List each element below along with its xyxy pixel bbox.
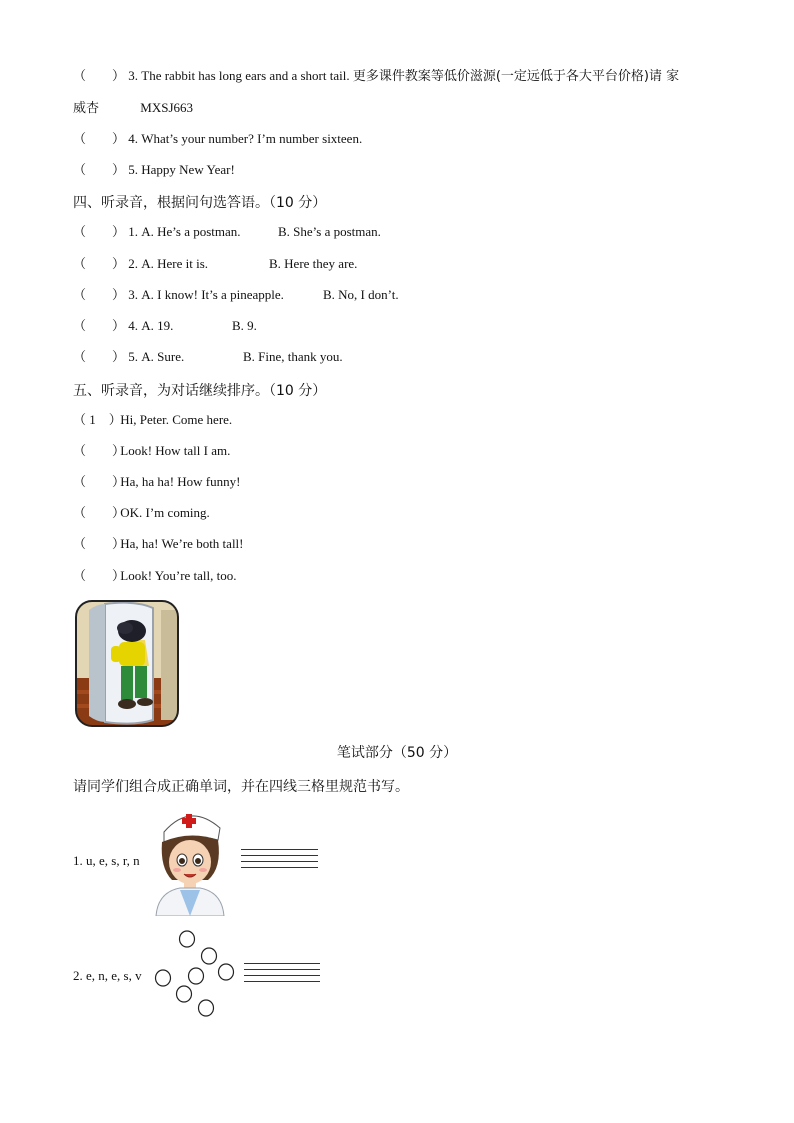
option-b: B. No, I don’t. xyxy=(323,287,399,302)
answer-paren: （ ） xyxy=(73,318,126,333)
option-a: 5. A. Sure. xyxy=(128,349,185,364)
option-b: B. She’s a postman. xyxy=(278,224,381,239)
s5-item-3 xyxy=(73,474,240,490)
s5-item-4 xyxy=(73,505,210,521)
answer-paren: （ ） xyxy=(73,568,126,583)
answer-paren: （ ） xyxy=(73,131,126,146)
dialogue-text: OK. I’m coming. xyxy=(120,505,210,520)
ad-line xyxy=(73,100,193,117)
s4-item-1 xyxy=(73,224,381,240)
question-3 xyxy=(73,68,679,85)
option-b: B. 9. xyxy=(232,318,257,333)
answer-paren: （ ） xyxy=(73,256,126,271)
written-instruction: 请同学们组合成正确单词，并在四线三格里规范书写。 xyxy=(73,779,409,795)
s4-item-3 xyxy=(73,287,399,303)
dialogue-text: Ha, ha! We’re both tall! xyxy=(120,536,244,551)
s4-item-2 xyxy=(73,256,358,272)
dialogue-text: Look! You’re tall, too. xyxy=(120,568,237,583)
ad-text: 更多课件教案等低价滋源(一定远低于各大平台价格)请 家 xyxy=(352,69,680,84)
answer-paren: （ ） xyxy=(73,162,126,177)
option-a: 3. A. I know! It’s a pineapple. xyxy=(128,287,284,302)
question-4 xyxy=(73,131,362,147)
option-b: B. Here they are. xyxy=(269,256,358,271)
option-b: B. Fine, thank you. xyxy=(243,349,343,364)
written-q1-label: 1. u, e, s, r, n xyxy=(73,853,140,868)
section4-heading: 四、听录音，根据问句选答语。（10 分） xyxy=(73,195,327,211)
section5-heading: 五、听录音，为对话继续排序。（10 分） xyxy=(73,383,327,399)
answer-paren: （ ） xyxy=(73,349,126,364)
s5-item-5 xyxy=(73,536,244,552)
option-a: 1. A. He’s a postman. xyxy=(128,224,241,239)
letter-circles xyxy=(150,928,240,1020)
answer-paren: （ ） xyxy=(73,443,126,458)
s4-item-4 xyxy=(73,318,257,334)
question-text: 5. Happy New Year! xyxy=(128,162,235,177)
answer-paren: （ ） xyxy=(73,474,126,489)
s5-item-6 xyxy=(73,568,237,584)
nurse-illustration xyxy=(150,806,230,916)
answer-paren: （ ） xyxy=(73,505,126,520)
question-text: 4. What’s your number? I’m number sixteen. xyxy=(128,131,363,146)
answer-paren: （ ） xyxy=(73,287,126,302)
s5-item-2 xyxy=(73,443,230,459)
four-line-grid-1[interactable] xyxy=(241,849,318,873)
ad-text-2: 威杏 xyxy=(73,101,100,116)
question-text: 3. The rabbit has long ears and a short tail. xyxy=(128,68,350,83)
option-a: 4. A. 19. xyxy=(128,318,174,333)
four-line-grid-2[interactable] xyxy=(244,963,320,987)
answer-paren: （ ） xyxy=(73,536,126,551)
written-section-title: 笔试部分（50 分） xyxy=(336,745,458,761)
boy-mirror-illustration xyxy=(75,600,179,727)
dialogue-text: Look! How tall I am. xyxy=(120,443,231,458)
option-a: 2. A. Here it is. xyxy=(128,256,209,271)
ad-code: MXSJ663 xyxy=(140,100,194,115)
answer-paren: （ ） xyxy=(73,224,126,239)
answer-paren: （ ） xyxy=(73,68,126,83)
dialogue-text: Ha, ha ha! How funny! xyxy=(120,474,241,489)
s5-item-1 xyxy=(73,412,232,428)
dialogue-text: Hi, Peter. Come here. xyxy=(120,412,233,427)
answer-paren: （ 1 ） xyxy=(73,412,122,427)
written-q2-label: 2. e, n, e, s, v xyxy=(73,968,142,983)
question-5 xyxy=(73,162,235,178)
s4-item-5 xyxy=(73,349,343,365)
